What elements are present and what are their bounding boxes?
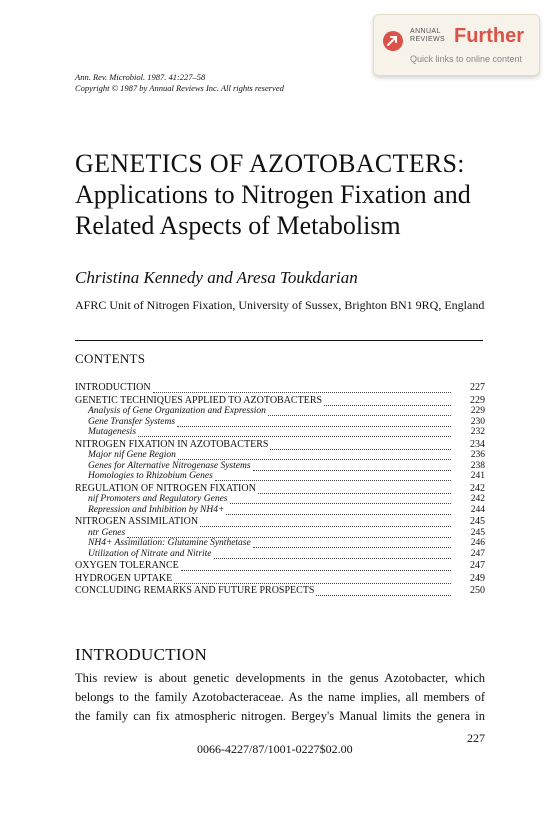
toc-entry[interactable] [75,586,485,597]
toc-leader-dots [215,473,451,481]
toc-entry-page: 242 [470,482,485,494]
toc-entry[interactable] [75,450,485,461]
toc-leader-dots [324,398,451,406]
toc-entry-page: 232 [470,427,485,437]
introduction-heading: INTRODUCTION [75,645,208,664]
toc-leader-dots [153,385,451,393]
intro-line-1: This review is about genetic developments in the genus Azotobacter, which [75,671,485,685]
toc-entry[interactable] [75,574,485,585]
toc-entry-page: 244 [470,504,485,515]
intro-line-3: the family can fix atmospheric nitrogen. Bergey's Manual limits the genera in [75,709,485,723]
toc-entry-page: 229 [470,406,485,416]
toc-leader-dots [230,496,452,504]
toc-entry[interactable] [75,549,485,560]
title-line-1: GENETICS OF AZOTOBACTERS: [75,149,465,178]
toc-entry-label: Genes for Alternative Nitrogenase Systems [88,460,251,471]
toc-entry-page: 247 [470,560,485,571]
annual-reviews-further-badge[interactable] [373,14,540,76]
toc-leader-dots [253,540,451,548]
toc-entry[interactable] [75,538,485,549]
table-of-contents [75,383,485,597]
toc-leader-dots [258,486,451,494]
toc-entry-label: nif Promoters and Regulatory Genes [88,494,228,504]
toc-entry[interactable] [75,517,485,528]
intro-line-2: belongs to the family Azotobacteraceae. As the name implies, all members of [75,690,485,704]
toc-entry[interactable] [75,383,485,394]
toc-entry-page: 236 [470,450,485,460]
contents-heading: CONTENTS [75,351,146,366]
badge-further-title: Further [454,25,524,47]
badge-annual-reviews-text: ANNUAL REVIEWS [410,28,446,43]
toc-leader-dots [178,452,451,460]
affiliation: AFRC Unit of Nitrogen Fixation, University of Sussex, Brighton BN1 9RQ, England [75,298,485,312]
toc-leader-dots [181,563,451,571]
article-title [75,148,515,241]
toc-entry[interactable] [75,471,485,482]
toc-entry[interactable] [75,528,485,539]
toc-entry-label: GENETIC TECHNIQUES APPLIED TO AZOTOBACTERS [75,394,323,406]
toc-entry-page: 250 [470,585,485,596]
toc-entry-label: Homologies to Rhizobium Genes [88,471,213,481]
toc-entry-label: NH4+ Assimilation: Glutamine Synthetase [88,538,251,548]
authors: Christina Kennedy and Aresa Toukdarian [75,268,358,287]
citation-line-1: Ann. Rev. Microbiol. 1987. 41:227–58 [75,72,206,82]
toc-leader-dots [174,576,451,584]
introduction-body [75,669,485,726]
toc-entry-label: ntr Genes [88,527,126,538]
toc-entry-label: REGULATION OF NITROGEN FIXATION [75,482,256,494]
title-line-3: Related Aspects of Metabolism [75,211,401,240]
toc-leader-dots [200,519,451,527]
toc-leader-dots [177,419,451,427]
toc-leader-dots [253,463,451,471]
toc-leader-dots [316,588,451,596]
toc-entry[interactable] [75,406,485,417]
toc-leader-dots [214,551,451,559]
toc-entry-label: Mutagenesis [88,427,137,437]
toc-entry-label: Repression and Inhibition by NH4+ [88,504,225,515]
toc-leader-dots [127,530,451,538]
toc-leader-dots [226,507,451,515]
toc-entry[interactable] [75,440,485,451]
toc-entry-label: Gene Transfer Systems [88,416,176,427]
toc-entry[interactable] [75,396,485,407]
toc-leader-dots [268,408,451,416]
toc-entry-page: 245 [470,527,485,538]
toc-entry-page: 247 [470,548,485,559]
toc-entry-page: 245 [470,516,485,527]
toc-entry-page: 238 [470,460,485,471]
title-line-2: Applications to Nitrogen Fixation and [75,180,471,209]
toc-entry-page: 241 [470,471,485,481]
toc-entry-label: Major nif Gene Region [88,450,176,460]
toc-entry-label: INTRODUCTION [75,382,151,393]
toc-entry[interactable] [75,505,485,516]
toc-entry-page: 227 [470,382,485,393]
toc-entry[interactable] [75,561,485,572]
toc-entry-label: OXYGEN TOLERANCE [75,560,179,571]
toc-entry-page: 230 [470,416,485,427]
toc-leader-dots [138,429,451,437]
toc-entry-page: 246 [470,538,485,548]
page-number: 227 [467,731,485,745]
toc-entry[interactable] [75,417,485,428]
toc-entry-page: 249 [470,572,485,584]
toc-entry[interactable] [75,461,485,472]
article-code: 0066-4227/87/1001-0227$02.00 [197,742,353,756]
toc-entry-label: Utilization of Nitrate and Nitrite [88,548,212,559]
toc-leader-dots [270,442,451,450]
toc-entry-label: CONCLUDING REMARKS AND FUTURE PROSPECTS [75,585,315,596]
toc-entry[interactable] [75,494,485,505]
arrow-circle-icon [382,30,404,52]
toc-entry-page: 242 [470,494,485,504]
divider-rule [75,340,483,341]
toc-entry[interactable] [75,427,485,438]
toc-entry-page: 229 [470,394,485,406]
toc-entry[interactable] [75,484,485,495]
toc-entry-label: Analysis of Gene Organization and Expression [88,406,266,416]
toc-entry-label: NITROGEN ASSIMILATION [75,516,199,527]
toc-entry-label: NITROGEN FIXATION IN AZOTOBACTERS [75,438,269,450]
citation-line-2: Copyright © 1987 by Annual Reviews Inc. All rights reserved [75,83,284,93]
toc-entry-page: 234 [470,438,485,450]
badge-subtitle: Quick links to online content [410,54,523,64]
toc-entry-label: HYDROGEN UPTAKE [75,572,173,584]
